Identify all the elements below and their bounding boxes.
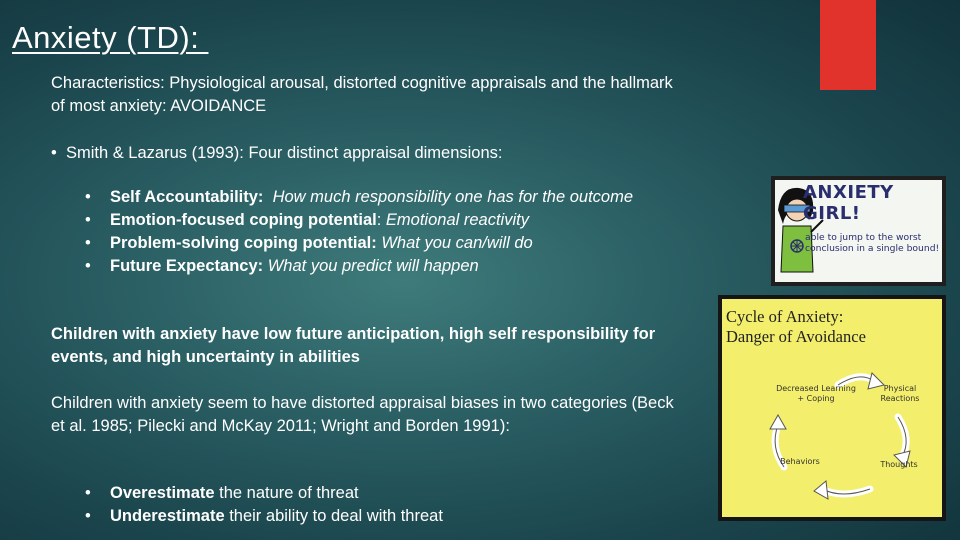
anxiety-girl-image: [771, 176, 946, 286]
bullet-dot: •: [85, 484, 91, 502]
characteristics-paragraph: Characteristics: Physiological arousal, distorted cognitive appraisals and the hallmark of most anxiety: AVOIDANCE: [51, 74, 673, 115]
cycle-of-anxiety-canvas: [722, 299, 942, 517]
cycle-of-anxiety-image: [718, 295, 946, 521]
list-item: [85, 482, 585, 505]
cycle-label-behaviors: Behaviors: [780, 457, 820, 466]
children-bias-paragraph: Children with anxiety seem to have distorted appraisal biases in two categories (Beck et al. 1985; Pilecki and McKay 2011; Wright and Borden 1991):: [51, 394, 674, 435]
children-anticipation-paragraph: Children with anxiety have low future anticipation, high self responsibility for events, and high uncertainty in abilities: [51, 325, 656, 366]
dimension-description: What you can/will do: [381, 234, 533, 252]
bullet-dot: •: [85, 211, 91, 229]
bullet-dot: •: [85, 507, 91, 525]
anxiety-girl-canvas: [775, 180, 942, 282]
cycle-label-physical: Physical Reactions: [880, 384, 920, 403]
list-item: [85, 232, 655, 255]
bias-text: their ability to deal with threat: [224, 507, 443, 525]
list-item: [85, 186, 655, 209]
dimension-term: Self Accountability:: [110, 188, 264, 206]
bullet-dot: •: [85, 188, 91, 206]
separator: :: [376, 211, 386, 229]
bias-term: Overestimate: [110, 484, 215, 502]
dimension-term: Emotion-focused coping potential: [110, 211, 377, 229]
list-item: [85, 505, 585, 528]
dimension-term: Future Expectancy:: [110, 257, 264, 275]
list-item: [85, 209, 655, 232]
anxiety-girl-caption: able to jump to the worst conclusion in a single bound!: [805, 232, 940, 254]
cycle-arrows: [722, 299, 942, 517]
bullet-dot: •: [85, 234, 91, 252]
bias-term: Underestimate: [110, 507, 225, 525]
dimension-term: Problem-solving coping potential:: [110, 234, 377, 252]
smith-lazarus-bullet: [51, 142, 681, 165]
bias-list: [85, 482, 585, 528]
dimension-description: What you predict will happen: [267, 257, 479, 275]
dimension-description: How much responsibility one has for the outcome: [272, 188, 634, 206]
appraisal-dimensions-list: [85, 186, 655, 278]
cycle-title-line2: Danger of Avoidance: [726, 327, 866, 346]
cycle-title-line1: Cycle of Anxiety:: [726, 307, 844, 326]
accent-bar: [820, 0, 876, 90]
anxiety-girl-heading: ANXIETY GIRL!: [803, 182, 894, 224]
dimension-description: Emotional reactivity: [385, 211, 529, 229]
smith-lazarus-text: Smith & Lazarus (1993): Four distinct appraisal dimensions:: [65, 144, 503, 162]
bullet-dot: •: [85, 257, 91, 275]
separator: [263, 188, 272, 206]
bias-text: the nature of threat: [214, 484, 359, 502]
list-item: [85, 255, 655, 278]
slide-title: Anxiety (TD):: [12, 20, 209, 55]
bullet-dot: •: [51, 144, 57, 162]
cycle-label-thoughts: Thoughts: [880, 460, 918, 469]
cycle-label-decreased: Decreased Learning + Coping: [776, 384, 856, 403]
